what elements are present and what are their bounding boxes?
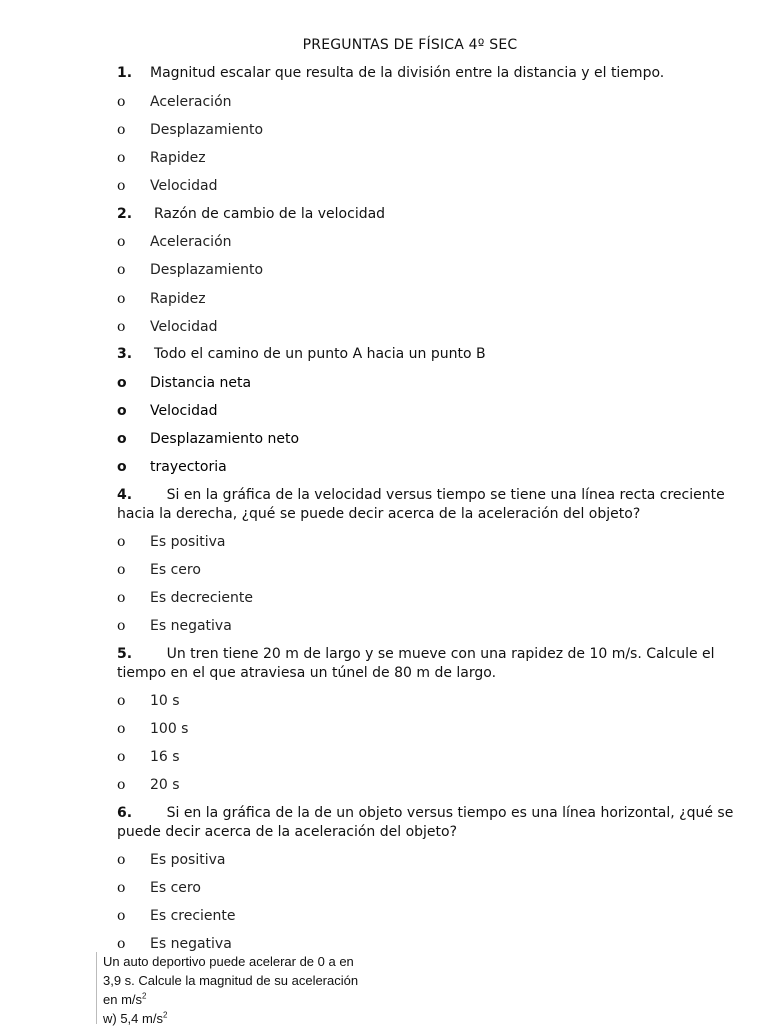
option-6d[interactable]: [117, 934, 232, 954]
option-5b[interactable]: [117, 719, 188, 739]
option-2c[interactable]: [117, 289, 206, 309]
option-text: Velocidad: [150, 403, 218, 419]
bullet-icon: o: [117, 291, 126, 307]
page-title: PREGUNTAS DE FÍSICA 4º SEC: [302, 37, 518, 53]
option-text: Es cero: [150, 880, 201, 896]
snippet-line: [103, 990, 406, 1009]
question-3: [117, 345, 737, 364]
question-4: [117, 486, 737, 524]
option-text: Es cero: [150, 562, 201, 578]
question-number: 6.: [117, 805, 133, 821]
option-text: 20 s: [150, 777, 180, 793]
bullet-icon: o: [117, 150, 126, 166]
question-2: [117, 205, 737, 224]
bullet-icon: o: [117, 880, 126, 896]
option-text: Velocidad: [150, 178, 218, 194]
question-5: [117, 645, 737, 683]
option-text: 100 s: [150, 721, 189, 737]
option-text: Es negativa: [150, 618, 232, 634]
option-6b[interactable]: [117, 878, 201, 898]
question-number: 3.: [117, 346, 133, 362]
bullet-icon: o: [117, 908, 126, 924]
option-text: Desplazamiento neto: [150, 431, 300, 447]
option-2b[interactable]: [117, 260, 263, 280]
bullet-icon: o: [117, 459, 127, 475]
option-5d[interactable]: [117, 775, 180, 795]
snippet-line: [103, 1009, 406, 1028]
question-6: [117, 804, 737, 842]
option-4d[interactable]: [117, 616, 232, 636]
bullet-icon: o: [117, 375, 127, 391]
bullet-icon: o: [117, 721, 126, 737]
option-text: Desplazamiento: [150, 262, 264, 278]
option-1c[interactable]: [117, 148, 206, 168]
bullet-icon: o: [117, 693, 126, 709]
option-text: 16 s: [150, 749, 180, 765]
option-text: 10 s: [150, 693, 180, 709]
bullet-icon: o: [117, 852, 126, 868]
option-text: Aceleración: [150, 94, 232, 110]
option-3a[interactable]: [117, 373, 251, 393]
question-text: Magnitud escalar que resulta de la división entre la distancia y el tiempo.: [150, 65, 665, 81]
option-text: Velocidad: [150, 319, 218, 335]
bullet-icon: o: [117, 777, 126, 793]
option-5a[interactable]: [117, 691, 180, 711]
snippet-text: w) 5,4 m/s: [103, 1011, 163, 1026]
question-text: Si en la gráfica de la velocidad versus tiempo se tiene una línea recta creciente hacia la derecha, ¿qué se puede decir acerca de la aceleración del objeto?: [117, 487, 725, 522]
option-text: Es creciente: [150, 908, 236, 924]
option-4b[interactable]: [117, 560, 201, 580]
question-text: Si en la gráfica de la de un objeto versus tiempo es una línea horizontal, ¿qué se puede decir acerca de la aceleración del objeto?: [117, 805, 734, 840]
bullet-icon: o: [117, 534, 126, 550]
bullet-icon: o: [117, 319, 126, 335]
option-1b[interactable]: [117, 120, 263, 140]
bullet-icon: o: [117, 403, 127, 419]
option-text: trayectoria: [150, 459, 227, 475]
bullet-icon: o: [117, 562, 126, 578]
bullet-icon: o: [117, 590, 126, 606]
bullet-icon: o: [117, 749, 126, 765]
option-6c[interactable]: [117, 906, 236, 926]
option-5c[interactable]: [117, 747, 180, 767]
question-1: [117, 64, 737, 83]
question-text: Razón de cambio de la velocidad: [154, 206, 386, 222]
option-text: Desplazamiento: [150, 122, 264, 138]
bullet-icon: o: [117, 431, 127, 447]
option-6a[interactable]: [117, 850, 225, 870]
superscript: 2: [162, 1010, 168, 1020]
option-text: Distancia neta: [150, 375, 252, 391]
option-text: Es decreciente: [150, 590, 254, 606]
snippet-line: 3,9 s. Calcule la magnitud de su aceleración: [103, 973, 359, 988]
question-number: 1.: [117, 65, 133, 81]
bullet-icon: o: [117, 618, 126, 634]
question-text: Un tren tiene 20 m de largo y se mueve con una rapidez de 10 m/s. Calcule el tiempo en el que atraviesa un túnel de 80 m de largo.: [117, 646, 715, 681]
option-2d[interactable]: [117, 317, 218, 337]
bullet-icon: o: [117, 262, 126, 278]
option-text: Rapidez: [150, 150, 206, 166]
bullet-icon: o: [117, 234, 126, 250]
option-4c[interactable]: [117, 588, 253, 608]
snippet-text: en m/s: [103, 992, 143, 1007]
superscript: 2: [142, 991, 147, 1001]
snippet-line: Un auto deportivo puede acelerar de 0 a en: [103, 954, 354, 969]
question-number: 5.: [117, 646, 133, 662]
option-text: Es negativa: [150, 936, 232, 952]
question-text: Todo el camino de un punto A hacia un punto B: [154, 346, 486, 362]
option-3c[interactable]: [117, 429, 299, 449]
option-1a[interactable]: [117, 92, 232, 112]
question-number: 4.: [117, 487, 133, 503]
pasted-question-snippet: [96, 952, 406, 1024]
option-2a[interactable]: [117, 232, 232, 252]
option-4a[interactable]: [117, 532, 225, 552]
option-3d[interactable]: [117, 457, 227, 477]
option-text: Es positiva: [150, 534, 226, 550]
option-text: Rapidez: [150, 291, 206, 307]
question-number: 2.: [117, 206, 133, 222]
option-text: Es positiva: [150, 852, 226, 868]
option-1d[interactable]: [117, 176, 218, 196]
bullet-icon: o: [117, 122, 126, 138]
bullet-icon: o: [117, 94, 126, 110]
bullet-icon: o: [117, 178, 126, 194]
option-3b[interactable]: [117, 401, 218, 421]
option-text: Aceleración: [150, 234, 232, 250]
bullet-icon: o: [117, 936, 126, 952]
